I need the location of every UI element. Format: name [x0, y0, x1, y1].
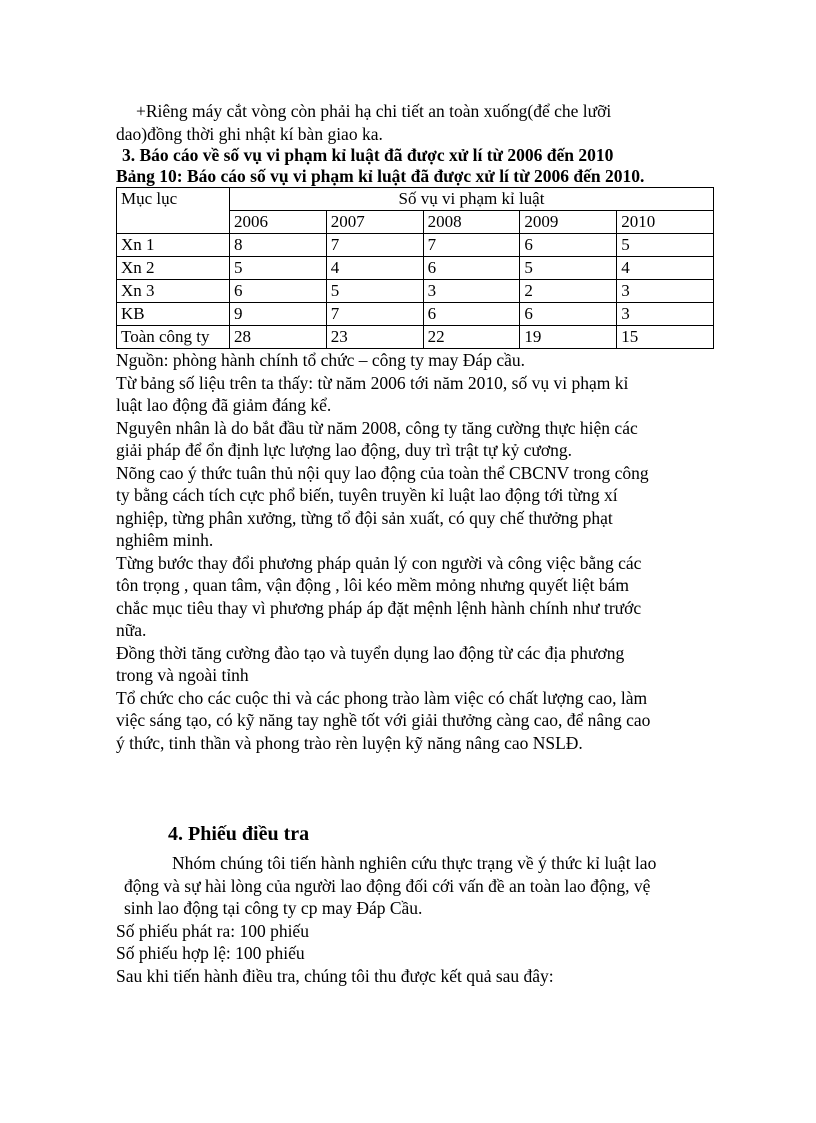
table-cell: 7 — [423, 234, 520, 257]
table-row-label: Xn 3 — [117, 280, 230, 303]
table-cell: 3 — [617, 280, 714, 303]
table-cell: 23 — [326, 326, 423, 349]
para-6-line: việc sáng tạo, có kỹ năng tay nghề tốt với giải thưởng càng cao, để nâng cao — [116, 710, 651, 730]
table-cell: 6 — [230, 280, 327, 303]
table-cell: 6 — [520, 234, 617, 257]
para-3-line: nghiêm minh. — [116, 530, 214, 550]
table-row — [117, 303, 714, 326]
table-year-cell: 2010 — [617, 211, 714, 234]
para-4-line: Từng bước thay đổi phương pháp quản lý con người và công việc bằng các — [116, 552, 642, 573]
table-cell: 4 — [326, 257, 423, 280]
document-page — [116, 100, 706, 987]
table-header-muc-luc: Mục lục — [117, 188, 230, 234]
para-4-line: nữa. — [116, 620, 147, 640]
para-3-line: ty bằng cách tích cực phổ biến, tuyên truyền kỉ luật lao động tới từng xí — [116, 485, 618, 505]
table-cell: 4 — [617, 257, 714, 280]
table-year-cell: 2009 — [520, 211, 617, 234]
table-row-label: Xn 1 — [117, 234, 230, 257]
section-3-heading: 3. Báo cáo về số vụ vi phạm kỉ luật đã được xử lí từ 2006 đến 2010 — [122, 145, 614, 165]
para-7-line: sinh lao động tại công ty cp may Đáp Cầu. — [124, 898, 423, 918]
table-cell: 5 — [230, 257, 327, 280]
table-cell: 9 — [230, 303, 327, 326]
table-row-total — [117, 326, 714, 349]
table-cell: 19 — [520, 326, 617, 349]
table-cell: 5 — [617, 234, 714, 257]
survey-issued: Số phiếu phát ra: 100 phiếu — [116, 920, 309, 941]
survey-valid: Số phiếu hợp lệ: 100 phiếu — [116, 943, 305, 963]
para-4-line: tôn trọng , quan tâm, vận động , lôi kéo mềm mỏng nhưng quyết liệt bám — [116, 575, 630, 595]
table-year-cell: 2006 — [230, 211, 327, 234]
table-year-cell: 2007 — [326, 211, 423, 234]
table-row — [117, 234, 714, 257]
para-2-line: Nguyên nhân là do bắt đầu từ năm 2008, công ty tăng cường thực hiện các — [116, 417, 638, 438]
para-7-line: Nhóm chúng tôi tiến hành nghiên cứu thực trạng về ý thức kỉ luật lao — [172, 853, 657, 873]
table-cell: 3 — [423, 280, 520, 303]
para-1-line: Từ bảng số liệu trên ta thấy: từ năm 2006 tới năm 2010, số vụ vi phạm kỉ — [116, 372, 629, 393]
table-cell: 5 — [326, 280, 423, 303]
table-header-group: Số vụ vi phạm kỉ luật — [230, 188, 714, 211]
table-cell: 5 — [520, 257, 617, 280]
table-cell: 7 — [326, 234, 423, 257]
table-cell: 6 — [423, 303, 520, 326]
para-5-line: trong và ngoài tỉnh — [116, 665, 249, 685]
para-2-line: giải pháp để ổn định lực lượng lao động, duy trì trật tự kỷ cương. — [116, 440, 572, 460]
table-row-label: KB — [117, 303, 230, 326]
table-cell: 7 — [326, 303, 423, 326]
table-cell: 22 — [423, 326, 520, 349]
para-3-line: Nõng cao ý thức tuân thủ nội quy lao động của toàn thể CBCNV trong công — [116, 462, 649, 483]
intro-line-1: +Riêng máy cắt vòng còn phải hạ chi tiết an toàn xuống(để che lưỡi — [136, 101, 612, 121]
para-4-line: chắc mục tiêu thay vì phương pháp áp đặt mệnh lệnh hành chính như trước — [116, 597, 642, 618]
para-7-line: động và sự hài lòng của người lao động đối cới vấn đề an toàn lao động, vệ — [124, 875, 651, 896]
para-1-line: luật lao động đã giảm đáng kể. — [116, 395, 332, 415]
table-cell: 2 — [520, 280, 617, 303]
section-4-heading: 4. Phiếu điều tra — [168, 823, 310, 845]
survey-result: Sau khi tiến hành điều tra, chúng tôi thu được kết quả sau đây: — [116, 965, 554, 986]
table-cell: 6 — [423, 257, 520, 280]
table-row-label: Xn 2 — [117, 257, 230, 280]
source-note: Nguồn: phòng hành chính tổ chức – công ty may Đáp cầu. — [116, 350, 525, 370]
table-cell: 3 — [617, 303, 714, 326]
table-year-cell: 2008 — [423, 211, 520, 234]
table-cell: 28 — [230, 326, 327, 349]
para-6-line: Tổ chức cho các cuộc thi và các phong trào làm việc có chất lượng cao, làm — [116, 687, 648, 708]
table-cell: 8 — [230, 234, 327, 257]
violations-table — [116, 187, 714, 349]
para-3-line: nghiệp, từng phân xưởng, từng tổ đội sản xuất, có quy chế thưởng phạt — [116, 507, 613, 528]
table-row — [117, 280, 714, 303]
table-caption: Bảng 10: Báo cáo số vụ vi phạm kỉ luật đã được xử lí từ 2006 đến 2010. — [116, 166, 645, 186]
intro-line-2: dao)đồng thời ghi nhật kí bàn giao ka. — [116, 123, 383, 144]
para-5-line: Đồng thời tăng cường đào tạo và tuyển dụng lao động từ các địa phương — [116, 642, 625, 663]
table-row — [117, 257, 714, 280]
table-row-label: Toàn công ty — [117, 326, 230, 349]
table-header-row — [117, 188, 714, 211]
table-cell: 6 — [520, 303, 617, 326]
para-6-line: ý thức, tinh thần và phong trào rèn luyện kỹ năng nâng cao NSLĐ. — [116, 732, 583, 753]
table-cell: 15 — [617, 326, 714, 349]
